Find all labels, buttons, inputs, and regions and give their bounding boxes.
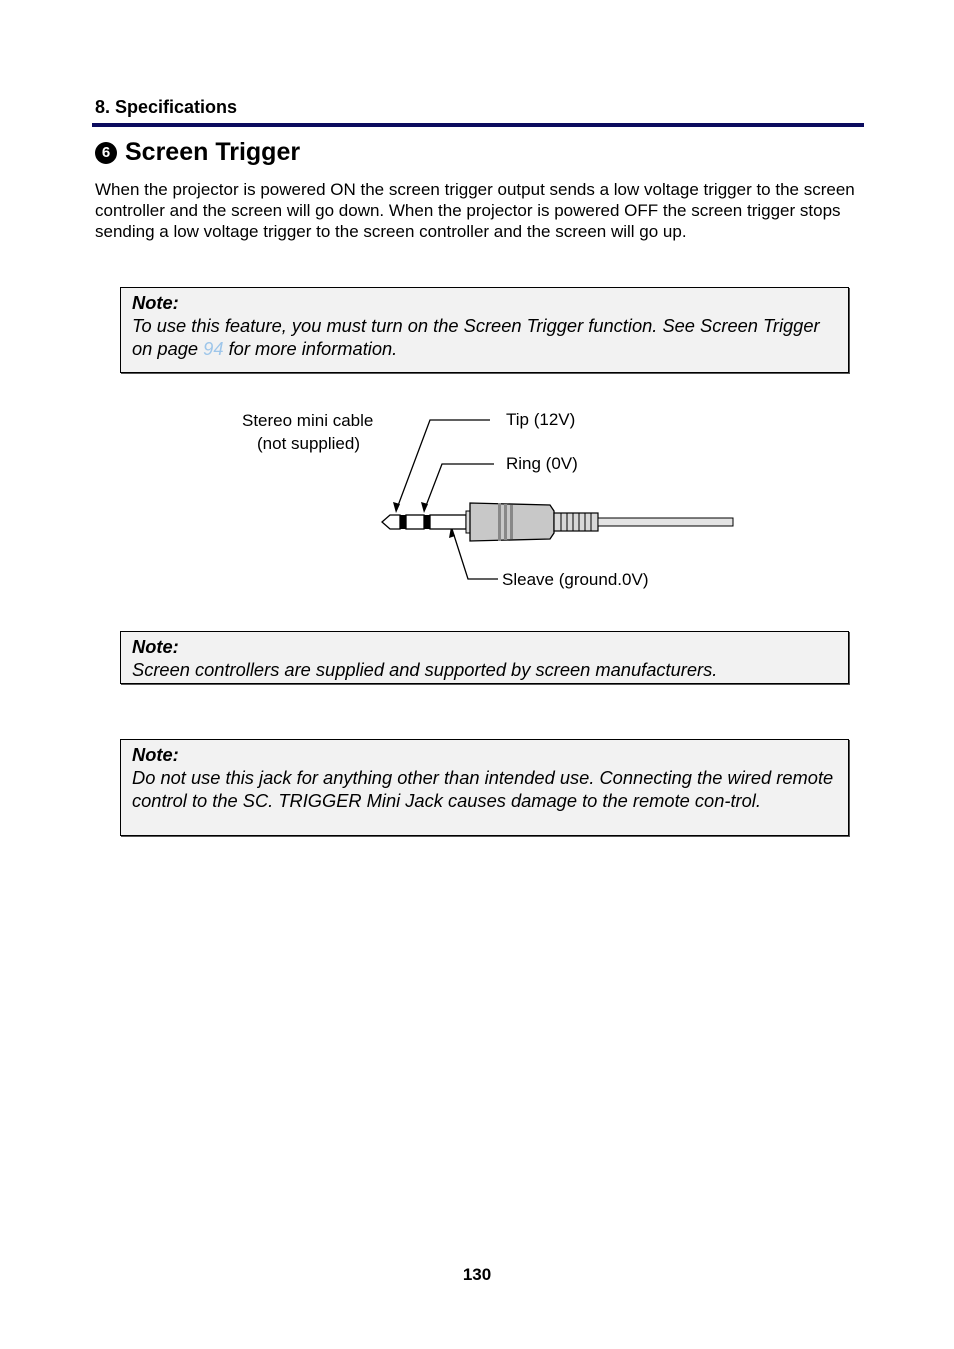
note-title: Note: xyxy=(132,636,179,657)
intro-paragraph: When the projector is powered ON the screen trigger output sends a low voltage trigger to the screen controller and the screen will go down. When the projector is powered OFF the screen trigger stops sending a low voltage trigger to the screen controller and the screen will go up. xyxy=(95,180,855,241)
tip-label: Tip (12V) xyxy=(506,410,576,429)
note-title: Note: xyxy=(132,744,179,765)
page-link[interactable]: 94 xyxy=(203,338,224,359)
cable-label-line2: (not supplied) xyxy=(257,434,361,453)
note-text: Screen controllers are supplied and supported by screen manufacturers. xyxy=(132,659,718,680)
page-title xyxy=(95,138,300,167)
stereo-mini-cable-diagram xyxy=(230,395,750,605)
page-number: 130 xyxy=(462,1265,492,1284)
note-box-screen-trigger xyxy=(120,287,849,373)
note-text: To use this feature, you must turn on the Screen Trigger function. See Screen Trigger on page 94 for more information. xyxy=(132,315,820,359)
note-box-jack-warning xyxy=(120,739,849,836)
page-title-text: Screen Trigger xyxy=(125,138,301,166)
section-number-badge: 6 xyxy=(95,142,117,164)
header-rule xyxy=(92,123,864,127)
cable-label-line1: Stereo mini cable xyxy=(242,411,374,430)
sleeve-label: Sleave (ground.0V) xyxy=(502,570,649,589)
ring-label: Ring (0V) xyxy=(506,454,578,473)
note-title: Note: xyxy=(132,292,179,313)
note-box-screen-controllers xyxy=(120,631,849,684)
tip-leader-line xyxy=(396,420,490,511)
note-text: Do not use this jack for anything other than intended use. Connecting the wired remote control to the SC. TRIGGER Mini Jack causes damage to the remote con-trol. xyxy=(132,767,834,811)
plug-icon xyxy=(382,503,733,541)
section-header: 8. Specifications xyxy=(95,97,238,117)
